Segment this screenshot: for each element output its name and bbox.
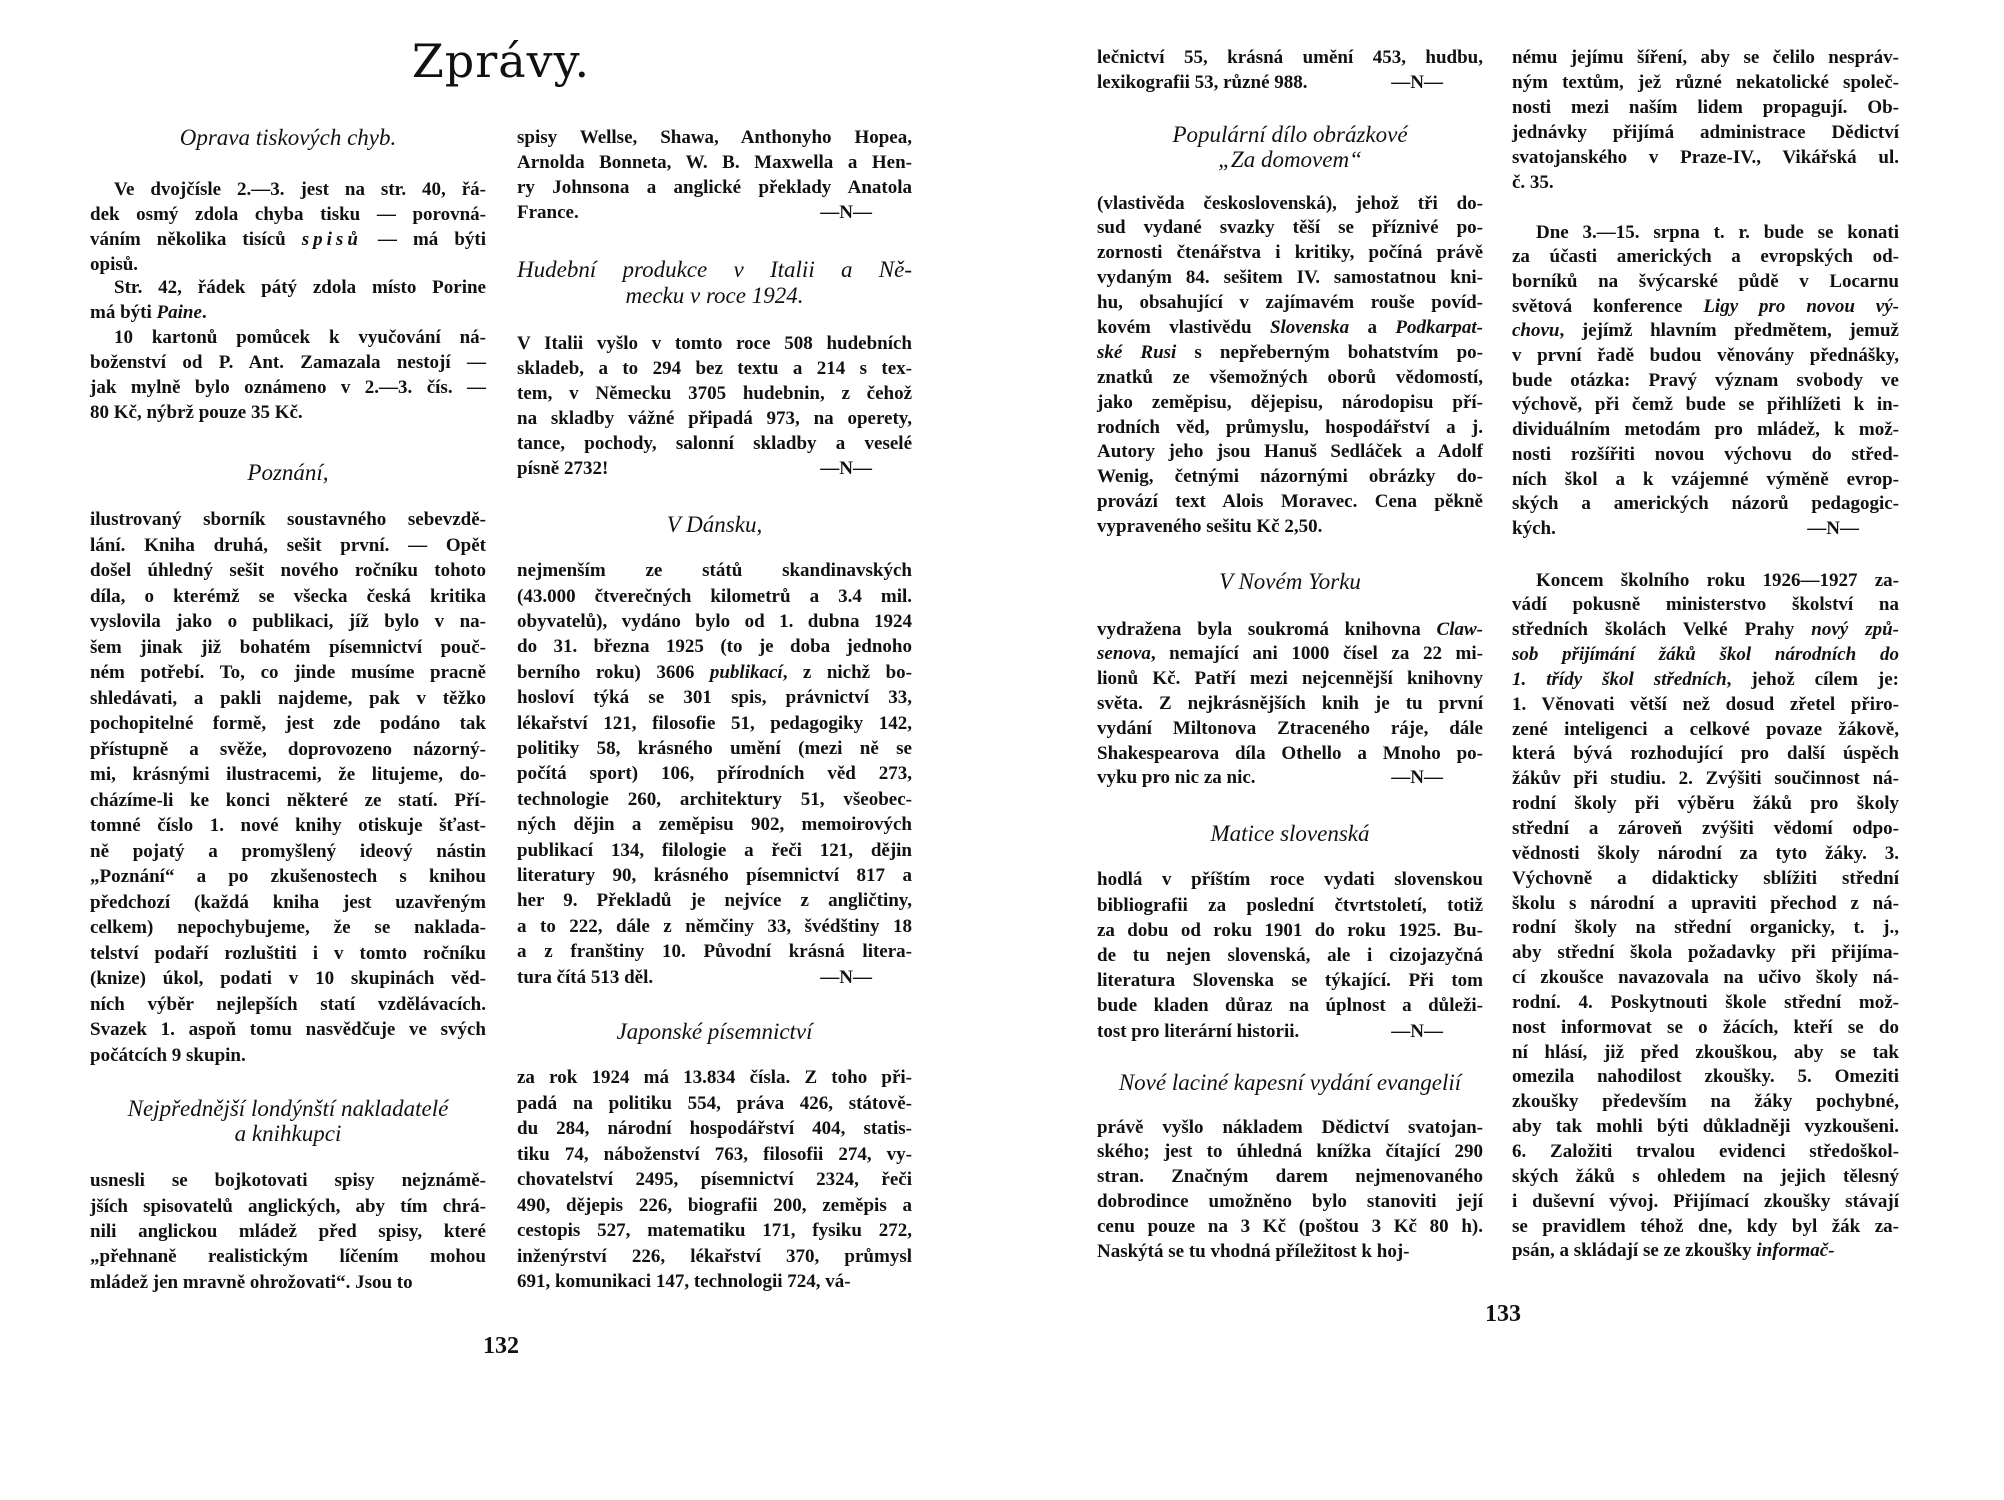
text-run: , jejímž hlavním předmětem, jemuž: [1559, 320, 1899, 342]
text-line: vydání Miltonova Ztraceného ráje, dále: [1097, 717, 1483, 739]
text-line: Matice slovenská: [1210, 820, 1370, 846]
text-line: Nové laciné kapesní vydání evangelií: [1118, 1069, 1462, 1095]
text-line: se pravidlem téhož dne, kdy byl žák za-: [1512, 1215, 1899, 1237]
article-paragraph: [1512, 221, 1899, 542]
page-number-left: 132: [483, 1333, 519, 1359]
text-line: která bývá rozhodující pro další úspěch: [1512, 743, 1899, 765]
text-line: zkoušky především na žáky pochybné,: [1512, 1091, 1899, 1113]
text-line: vydaným 84. sešitem IV. samostatnou kni-: [1097, 267, 1483, 289]
text-run: kých.: [1512, 517, 1556, 539]
article-heading: [1097, 821, 1483, 846]
text-line: cestopis 527, matematiku 171, fysiku 272,: [517, 1220, 912, 1242]
text-line: Oprava tiskových chyb.: [179, 124, 397, 150]
text-line: borníků na švýcarské půdě v Locarnu: [1512, 271, 1899, 293]
text-line: mi, krásnými ilustracemi, že litujeme, do-: [90, 764, 486, 786]
text-line: Autory jeho jsou Hanuš Sedláček a Adolf: [1097, 441, 1483, 463]
text-line: právě vyšlo nákladem Dědictví svatojan-: [1097, 1116, 1483, 1138]
italic-run: 1. třídy škol středních: [1512, 668, 1727, 690]
text-line: ných dějin a zeměpisu 902, memoirových: [517, 814, 912, 836]
italic-run: Claw-: [1436, 618, 1483, 640]
text-line: cházíme-li ke konci některé ze statí. Pří-: [90, 789, 486, 811]
article-paragraph: [517, 125, 912, 225]
text-line: Populární dílo obrázkové: [1172, 121, 1408, 147]
text-run: — má býti: [361, 228, 486, 250]
text-line: nosti mezi naším lidem propagují. Ob-: [1512, 96, 1899, 118]
text-line: vádí pokusně ministerstvo školství na: [1512, 594, 1899, 616]
text-line: Str. 42, řádek pátý zdola místo Porine: [114, 276, 486, 298]
text-run: psán, a skládají se ze zkoušky: [1512, 1240, 1757, 1262]
text-line: nost informovat se o žácích, kteří se do: [1512, 1016, 1899, 1038]
text-line: 10 kartonů pomůcek k vyučování ná-: [114, 326, 486, 348]
text-line: Poznání,: [247, 459, 329, 485]
text-line: rodní školy na střední organicky, t. j.,: [1512, 917, 1899, 939]
text-line: nosti rozšířiti novou výchovu do střed-: [1512, 443, 1899, 465]
text-line: inženýrství 226, lékařství 370, průmysl: [517, 1245, 912, 1267]
article-heading: [1097, 569, 1483, 594]
text-line: provází text Alois Moravec. Cena pěkně: [1097, 491, 1483, 513]
italic-run: informač-: [1756, 1240, 1835, 1262]
text-line: [90, 300, 486, 325]
text-line: [1512, 319, 1899, 344]
text-line: jak mylně bylo oznámeno v 2.—3. čís. —: [90, 376, 486, 398]
text-run: a: [1349, 317, 1396, 338]
text-line: Naskýtá se tu vhodná příležitost k hoj-: [1097, 1240, 1410, 1262]
text-line: [1097, 1019, 1483, 1044]
text-line: ry Johnsona a anglické překlady Anatola: [517, 176, 912, 198]
text-line: [1097, 766, 1483, 791]
italic-run: Paine: [156, 301, 202, 323]
text-line: tem, v Německu 3705 hudebnin, z čehož: [517, 382, 912, 404]
author-signature: —N—: [1391, 1020, 1443, 1042]
text-line: žákův při studiu. 2. Zvýšiti součinnost ná-: [1512, 768, 1899, 790]
text-line: nému jejímu šíření, aby se čelilo nespráv-: [1512, 46, 1899, 68]
article-paragraph: [517, 558, 912, 990]
text-line: Výchovně a didakticky sblížiti střední: [1512, 867, 1899, 889]
text-line: rodních věd, průmyslu, hospodářství a j.: [1097, 416, 1483, 438]
text-line: ilustrovaný sborník soustavného sebevzdě-: [90, 509, 486, 531]
text-line: cenu pouze na 3 Kč (poštou 3 Kč 80 h).: [1097, 1215, 1483, 1237]
text-line: jako zeměpisu, dějepisu, národopisu pří-: [1097, 391, 1483, 413]
article-paragraph: [1097, 618, 1483, 792]
text-line: 490, dějepis 226, biografii 200, zeměpis a: [517, 1194, 912, 1216]
italic-run: sob přijímání žáků škol národních do: [1512, 644, 1899, 666]
text-line: lékařství 121, filosofie 51, pedagogiky 142,: [517, 712, 912, 734]
text-line: školu s národní a upraviti přechod z ná-: [1512, 892, 1899, 914]
text-run: tura čítá 513 děl.: [517, 966, 654, 988]
text-line: předchozí (každá kniha jest uzavřeným: [90, 891, 486, 913]
text-line: aby střední škola požadavky při přijíma-: [1512, 942, 1899, 964]
text-line: padá na politiku 554, práva 426, státově-: [517, 1092, 912, 1114]
text-line: V Novém Yorku: [1219, 568, 1361, 594]
text-run: , nemající ani 1000 čísel za 22 mi-: [1150, 643, 1483, 665]
article-heading: [90, 1096, 486, 1146]
text-line: [1097, 642, 1483, 667]
text-line: nejmenším ze států skandinavských: [517, 560, 912, 582]
text-line: mládež jen mravně ohrožovati“. Jsou to: [90, 1271, 413, 1293]
article-heading: [90, 125, 486, 150]
text-run: tost pro literární historii.: [1097, 1020, 1300, 1042]
text-line: publikací 134, filologie a řeči 121, dějin: [517, 839, 912, 861]
text-line: usnesli se bojkotovati spisy nejznámě-: [90, 1170, 486, 1192]
text-line: aby tak mohli býti důkladněji vyzkoušeni.: [1512, 1116, 1899, 1138]
text-line: pochopitelné formě, jest zde podáno tak: [90, 713, 486, 735]
text-line: šem jinak již bohatém písemnictví pouč-: [90, 636, 486, 658]
text-line: zornosti čtenářstva i kritiky, počíná právě: [1097, 242, 1483, 264]
text-line: Ve dvojčísle 2.—3. jest na str. 40, řá-: [114, 178, 486, 200]
text-line: [1097, 316, 1483, 341]
text-line: a z franštiny 10. Původní krásná litera-: [517, 941, 912, 963]
text-line: [1097, 618, 1483, 643]
italic-run: chovu: [1512, 320, 1560, 342]
article-paragraph: [517, 331, 912, 481]
text-line: her 9. Překladů je nejvíce z angličtiny,: [517, 890, 912, 912]
text-line: ského; jest to úhledná knížka čítající 290: [1097, 1141, 1483, 1163]
text-run: světová konference: [1512, 295, 1704, 317]
text-line: počátcích 9 skupin.: [90, 1044, 246, 1066]
text-line: nili anglickou mládež před spisy, které: [90, 1220, 486, 1242]
text-line: V Italii vyšlo v tomto roce 508 hudebních: [517, 332, 912, 354]
text-line: Wenig, četnými názornými obrázky do-: [1097, 466, 1483, 488]
article-paragraph: [1097, 192, 1483, 540]
text-line: i duševní vývoj. Přijímací zkoušky stávají: [1512, 1190, 1899, 1212]
article-paragraph: [90, 275, 486, 325]
text-line: vědnosti školy národní za tyto žáky. 3.: [1512, 842, 1899, 864]
author-signature: —N—: [820, 457, 872, 479]
text-line: světa. Z nejkrásnějších knih je tu první: [1097, 692, 1483, 714]
text-line: opisů.: [90, 253, 139, 275]
article-paragraph: [1097, 867, 1483, 1043]
text-line: de tu nejen slovenská, ale i cizojazyčná: [1097, 944, 1483, 966]
text-line: vypraveného sešitu Kč 2,50.: [1097, 516, 1323, 538]
page-number-right: 133: [1485, 1301, 1521, 1327]
text-line: dek osmý zdola chyba tisku — porovná-: [90, 203, 486, 225]
text-line: a to 222, dále z němčiny 33, švédštiny 18: [517, 915, 912, 937]
text-run: , jehož cílem je:: [1726, 668, 1899, 690]
text-line: literatura Slovenska se týkající. Při tom: [1097, 970, 1483, 992]
text-line: ních výběr nejlepších statí vzdělávacích.: [90, 993, 486, 1015]
text-run: má býti: [90, 301, 157, 323]
text-run: berního roku) 3606: [517, 661, 710, 683]
text-line: politiky 58, krásného umění (mezi ně se: [517, 738, 912, 760]
article-heading: [517, 512, 912, 537]
article-heading: [90, 460, 486, 485]
text-line: počítá sport) 106, přírodních věd 273,: [517, 763, 912, 785]
text-line: celkem) nepochybujeme, že se naklada-: [90, 917, 486, 939]
article-paragraph: [1097, 1116, 1483, 1265]
text-line: bibliografii za poslední čtvrtstoletí, totiž: [1097, 894, 1483, 916]
author-signature: —N—: [1391, 71, 1443, 93]
text-line: dividuálním metodám pro mládež, k mož-: [1512, 419, 1899, 441]
text-line: V Dánsku,: [666, 511, 763, 537]
author-signature: —N—: [820, 201, 872, 223]
text-line: [1512, 295, 1899, 320]
text-run: kovém vlastivědu: [1097, 317, 1270, 338]
author-signature: —N—: [820, 966, 872, 988]
text-run: s nepřeberným bohatstvím po-: [1176, 341, 1483, 363]
text-line: v první řadě budou věnovány přednášky,: [1512, 345, 1899, 367]
text-run: .: [201, 301, 207, 323]
spaced-emphasis-run: spisů: [301, 228, 362, 250]
text-line: svatojanského v Praze-IV., Vikářská ul.: [1512, 146, 1899, 168]
author-signature: —N—: [1391, 767, 1443, 789]
text-line: Dne 3.—15. srpna t. r. bude se konati: [1536, 221, 1899, 243]
text-line: literatury 90, krásného písemnictví 817 a: [517, 864, 912, 886]
text-line: [1512, 668, 1899, 693]
text-line: lání. Kniha druhá, sešit první. — Opět: [90, 534, 486, 556]
text-line: tiku 74, náboženství 763, filosofii 274, vy-: [517, 1143, 912, 1165]
text-line: [90, 227, 486, 252]
text-line: telství podaří rozluštiti i v tomto ročníku: [90, 942, 486, 964]
text-line: stran. Značným darem nejmenovaného: [1097, 1166, 1483, 1188]
text-line: shledávati, a pakli najdeme, pak v těžko: [90, 687, 486, 709]
text-line: „přehnaně realistickým líčením mohou: [90, 1246, 486, 1268]
text-line: (43.000 čtverečných kilometrů a 3.4 mil.: [517, 585, 912, 607]
text-line: ních škol a k vzájemné výměně evrop-: [1512, 468, 1899, 490]
article-paragraph: [1512, 569, 1899, 1265]
text-line: chovatelství 2495, písemnictví 2324, řeči: [517, 1169, 912, 1191]
text-line: „Za domovem“: [1218, 146, 1362, 172]
text-line: za účasti amerických a evropských od-: [1512, 246, 1899, 268]
italic-run: Ligy pro novou vý-: [1703, 295, 1899, 317]
text-line: (vlastivěda československá), jehož tři do-: [1097, 192, 1483, 214]
text-line: [1512, 1239, 1899, 1264]
text-line: jších spisovatelů anglických, aby tím chrá-: [90, 1195, 486, 1217]
article-heading: [1097, 1070, 1483, 1095]
text-line: za dobu od roku 1901 do roku 1925. Bu-: [1097, 919, 1483, 941]
italic-run: publikací: [709, 661, 783, 683]
article-heading: [517, 257, 912, 309]
text-line: [1512, 517, 1899, 542]
text-line: 6. Založiti trvalou evidenci středoškol-: [1512, 1140, 1899, 1162]
text-line: technologie 260, architektury 51, všeobec-: [517, 788, 912, 810]
text-run: středních školách Velké Prahy: [1512, 619, 1812, 641]
text-line: obyvatelů), vydáno bylo od 1. dubna 1924: [517, 611, 912, 633]
text-line: cí zkoušce navazovala na učivo školy ná-: [1512, 967, 1899, 989]
text-run: , z nichž bo-: [782, 661, 912, 683]
text-line: dobrodince umožněno bylo stanoviti její: [1097, 1190, 1483, 1212]
article-paragraph: [517, 1065, 912, 1295]
text-line: za rok 1924 má 13.834 čísla. Z toho při-: [517, 1067, 912, 1089]
text-line: lečnictví 55, krásná umění 453, hudbu,: [1097, 46, 1483, 68]
text-line: [517, 965, 912, 990]
text-line: bude kladen důraz na úplnost a důleži-: [1097, 995, 1483, 1017]
text-line: ně pojatý a promyšlený ideový nástin: [90, 840, 486, 862]
text-line: přístupně a svěže, doprovozeno názorný-: [90, 738, 486, 760]
author-signature: —N—: [1807, 517, 1859, 539]
text-line: sud vydané svazky těší se příznivé po-: [1097, 217, 1483, 239]
text-line: střední a zároveň zvýšiti vědomí odpo-: [1512, 818, 1899, 839]
text-line: Svazek 1. aspoň tomu nasvědčuje ve svých: [90, 1019, 486, 1041]
text-line: lionů Kč. Patří mezi nejcennější knihovny: [1097, 668, 1483, 690]
text-line: do 31. března 1925 (to je doba jednoho: [517, 636, 912, 658]
text-line: omezila nahodilost zkoušky. 5. Omeziti: [1512, 1066, 1899, 1088]
text-line: 691, komunikaci 147, technologii 724, vá-: [517, 1271, 851, 1293]
text-line: [1097, 341, 1483, 366]
text-line: Japonské písemnictví: [616, 1018, 813, 1044]
text-run: vyku pro nic za nic.: [1097, 767, 1256, 789]
text-line: díla, o kterémž se všecka česká kritika: [90, 585, 486, 607]
text-line: [1512, 618, 1899, 643]
text-line: na skladby vážné připadá 973, na operety,: [517, 407, 912, 429]
italic-run: senova: [1097, 643, 1151, 665]
text-line: ní hlásí, již před zkouškou, aby se tak: [1512, 1041, 1899, 1063]
text-run: vydražena byla soukromá knihovna: [1097, 618, 1437, 640]
text-line: jednávky přijímá administrace Dědictví: [1512, 121, 1899, 143]
text-line: vyslovila jako o publikaci, jíž bylo v na-: [90, 611, 486, 633]
text-line: [517, 660, 912, 685]
text-line: ném potřebí. To, co jinde musíme pracně: [90, 662, 486, 684]
text-run: France.: [517, 201, 579, 223]
text-line: ských a amerických názorů pedagogic-: [1512, 493, 1899, 515]
text-line: Nejpřednější londýnští nakladatelé: [127, 1095, 449, 1121]
article-heading: [1097, 122, 1483, 172]
text-line: Hudební produkce v Italii a Ně-: [517, 257, 912, 282]
text-line: Shakespearova díla Othello a Mnoho po-: [1097, 742, 1483, 764]
article-paragraph: [90, 1168, 486, 1294]
text-line: „Poznání“ a po zkušenostech s knihou: [90, 866, 486, 888]
text-line: č. 35.: [1512, 171, 1554, 193]
text-line: [1097, 70, 1483, 95]
article-paragraph: [90, 507, 486, 1068]
text-line: Arnolda Bonneta, W. B. Maxwella a Hen-: [517, 151, 912, 173]
text-line: bude otázka: Pravý význam svobody ve: [1512, 369, 1899, 391]
text-line: zené inteligenci a celkové povaze žákově,: [1512, 718, 1899, 740]
article-paragraph: [90, 325, 486, 425]
text-run: písně 2732!: [517, 457, 609, 479]
text-line: [517, 456, 912, 481]
text-line: tomné číslo 1. nové knihy otiskuje šťast-: [90, 815, 486, 837]
text-line: spisy Wellse, Shawa, Anthonyho Hopea,: [517, 126, 912, 148]
text-line: Koncem školního roku 1926—1927 za-: [1536, 569, 1899, 591]
text-line: du 284, národní hospodářství 404, statis-: [517, 1118, 912, 1140]
text-run: lexikografii 53, různé 988.: [1097, 71, 1308, 93]
italic-run: ské Rusi: [1097, 341, 1177, 363]
text-line: 80 Kč, nýbrž pouze 35 Kč.: [90, 401, 303, 423]
text-line: rodní. 4. Poskytnouti škole střední mož-: [1512, 991, 1899, 1013]
text-line: hodlá v příštím roce vydati slovenskou: [1097, 869, 1483, 891]
text-line: a knihkupci: [234, 1120, 342, 1146]
italic-run: nový způ-: [1811, 619, 1899, 641]
text-line: tance, pochody, salonní skladby a veselé: [517, 432, 912, 454]
text-line: skladeb, a to 294 bez textu a 214 s tex-: [517, 357, 912, 379]
section-title: Zprávy.: [411, 34, 591, 88]
text-line: výchově, při čemž bude se přihlížeti k in-: [1512, 394, 1899, 416]
italic-run: Slovenska: [1269, 317, 1350, 338]
text-line: rodní školy při výběru žáků pro školy: [1512, 793, 1899, 815]
text-run: váním několika tisíců: [90, 228, 302, 250]
article-paragraph: [1512, 45, 1899, 195]
text-line: ských žáků s ohledem na jejich tělesný: [1512, 1165, 1899, 1187]
text-line: mecku v roce 1924.: [625, 283, 804, 308]
text-line: hu, obsahující v zajímavém rouše povíd-: [1097, 292, 1483, 314]
text-line: 1. Věnovati větší než dosud zřetel přiro-: [1512, 693, 1899, 715]
text-line: hosloví týká se 301 spis, právnictví 33,: [517, 687, 912, 709]
italic-run: Podkarpat-: [1395, 317, 1483, 338]
text-line: ným textům, jež různé nekatolické společ-: [1512, 71, 1899, 93]
article-paragraph: [1097, 45, 1483, 95]
text-line: boženství od P. Ant. Zamazala nestojí —: [90, 351, 486, 373]
text-line: [1512, 643, 1899, 668]
text-line: znatků ze všemožných oborů vědomostí,: [1097, 366, 1483, 388]
article-heading: [517, 1019, 912, 1044]
text-line: (knize) úkol, podati v 10 skupinách věd-: [90, 968, 486, 990]
text-line: došel úhledný sešit nového ročníku tohoto: [90, 560, 486, 582]
article-paragraph: [90, 177, 486, 277]
text-line: [517, 200, 912, 225]
